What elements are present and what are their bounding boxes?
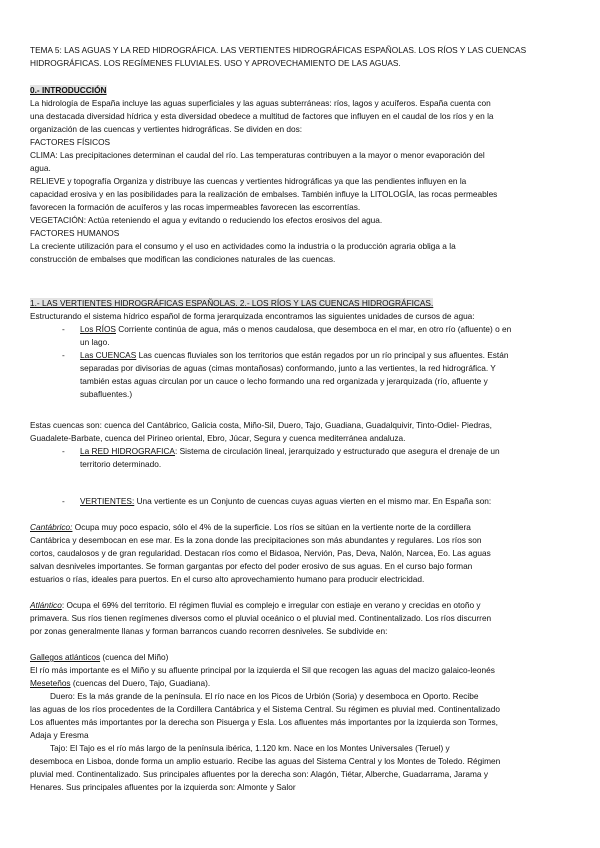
- duero-text: Duero: Es la más grande de la península. El río nace en los Picos de Urbión (Soria) y desemboca en Oporto. Recibe: [50, 691, 479, 701]
- tajo-text: Tajo: El Tajo es el río más largo de la península ibérica, 1.120 km. Nace en los Montes Universales (Teruel) y: [50, 743, 450, 753]
- intro-text: La hidrología de España incluye las aguas superficiales y las aguas subterráneas: ríos, lagos y acuíferos. España cuenta con: [30, 98, 491, 108]
- list-item-rios: - Los RÍOS Corriente continúa de agua, más o menos caudalosa, que desemboca en el mar, en otro río (afluente) o en un lago.: [62, 324, 512, 347]
- term-rios: Los RÍOS: [80, 324, 116, 334]
- title-line-2: HIDROGRÁFICAS. LOS REGÍMENES FLUVIALES. USO Y APROVECHAMIENTO DE LAS AGUAS.: [30, 58, 401, 68]
- humanos-text: construcción de embalses que modifican las condiciones naturales de las cuencas.: [30, 254, 336, 264]
- intro-text: una destacada diversidad hídrica y esta diversidad obedece a multitud de factores que influyen en el caudal de los ríos y en la: [30, 111, 494, 121]
- subheading-humanos: FACTORES HUMANOS: [30, 228, 120, 238]
- bullet-dash: -: [62, 350, 65, 360]
- cuencas-list-text: Guadalete-Barbate, cuenca del Pirineo oriental, Ebro, Júcar, Segura y cuenca mediterránea andaluza.: [30, 433, 406, 443]
- vegetacion-text: VEGETACIÓN: Actúa reteniendo el agua y evitando o reduciendo los efectos erosivos del agua.: [30, 215, 383, 225]
- term-mesetenos: Meseteños: [30, 678, 71, 688]
- list-item-cuencas: - Las CUENCAS Las cuencas fluviales son los territorios que están regados por un río principal y sus afluentes. Están separadas por divisorias de aguas (cimas montañosas) conformando, junto a las vertientes, la red hidrográfica. Y también estas aguas circulan por un cauce o lecho formando una red organizada y jerarquizada (río, afluente y subafluentes.): [62, 350, 509, 399]
- vertientes-detalle: Cantábrico: Ocupa muy poco espacio, sólo el 4% de la superficie. Los ríos se sitúan en la vertiente norte de la cordillera Cantábrica y desembocan en ese mar. Es la zona donde las precipitaciones son más abundantes y regulares. Los ríos son cortos, caudalosos y de gran regularidad. Destacan ríos como el Bidasoa, Nervión, Pas, Deva, Nalón, Narcea, Eo. Las aguas salvan desniveles importantes. Se forman gargantas por efecto del poder erosivo de sus aguas. En el curso bajo forman estuarios o rías, ideales para puertos. En el curso alto aprovechamiento humano para producir electricidad. Atlántico: Ocupa el 69% del territorio. El régimen fluvial es complejo e irregular con estiaje en verano y crecidas en otoño y primavera. Sus ríos tienen regímenes diversos como el pluvial oceánico o el pluvial med. Continentalizado. Los ríos discurren por zonas generalmente llanas y forman barrancos cuando recorren desniveles. Se subdivide en: Gallegos atlánticos (cuenca del Miño) El río más importante es el Miño y su afluente principal por la izquierda el Sil que recogen las aguas del macizo galaico-leonés Meseteños (cuencas del Duero, Tajo, Guadiana). Duero: Es la más grande de la península. El río nace en los Picos de Urbión (Soria) y desemboca en Oporto. Recibe las aguas de los ríos procedentes de la Cordillera Cantábrica y el Sistema Central. Su régimen es pluvial med. Continentalizado Los afluentes más importantes por la derecha son Pisuerga y Esla. Los afluentes más importantes por la izquierda son Tormes, Adaja y Eresma Tajo: El Tajo es el río más largo de la península ibérica, 1.120 km. Nace en los Montes Universales (Teruel) y desemboca en Lisboa, donde forma un amplio estuario. Recibe las aguas del Sistema Central y los Montes de Toledo. Régimen pluvial med. Continentalizado. Sus principales afluentes por la derecha son: Alagón, Tiétar, Alberche, Guadarrama, Jarama y Henares. Sus principales afluentes por la izquierda son: Almonte y Salor: [30, 521, 575, 794]
- term-gallegos: Gallegos atlánticos: [30, 652, 101, 662]
- list-item-red: - La RED HIDROGRAFICA: Sistema de circulación lineal, jerarquizado y estructurado que asegura el drenaje de un territorio determinado.: [62, 446, 500, 469]
- section-vertientes: [30, 297, 575, 401]
- relieve-text: RELIEVE y topografía Organiza y distribuye las cuencas y vertientes hidrográficas ya que las pendientes influyen en la: [30, 176, 467, 186]
- intro-text: organización de las cuencas y vertientes hidrográficas. Se dividen en dos:: [30, 124, 303, 134]
- term-cuencas: Las CUENCAS: [80, 350, 137, 360]
- title-line-1: TEMA 5: LAS AGUAS Y LA RED HIDROGRÁFICA. LAS VERTIENTES HIDROGRÁFICAS ESPAÑOLAS. LOS RÍOS Y LAS CUENCAS: [30, 45, 527, 55]
- clima-text: agua.: [30, 163, 51, 173]
- subheading-fisicos: FACTORES FÍSICOS: [30, 137, 111, 147]
- term-vertientes: VERTIENTES:: [80, 496, 135, 506]
- cuencas-list: [30, 419, 575, 471]
- title-block: [30, 44, 575, 70]
- vertientes-item: [30, 495, 575, 508]
- humanos-text: La creciente utilización para el consumo y el uso en actividades como la industria o la producción agraria obliga a la: [30, 241, 456, 251]
- intro-heading: 0.- INTRODUCCIÓN: [30, 85, 107, 95]
- section-intro: [30, 84, 575, 266]
- term-red: La RED HIDROGRAFICA: [80, 446, 175, 456]
- section-1-heading: 1.- LAS VERTIENTES HIDROGRÁFICAS ESPAÑOLAS. 2.- LOS RÍOS Y LAS CUENCAS HIDROGRÁFICAS.: [30, 298, 434, 308]
- term-cantabrico: Cantábrico:: [30, 522, 73, 532]
- bullet-dash: -: [62, 446, 65, 456]
- bullet-dash: -: [62, 496, 65, 506]
- cuencas-list-text: Estas cuencas son: cuenca del Cantábrico, Galicia costa, Miño-Sil, Duero, Tajo, Guadiana, Guadalquivir, Tinto-Odiel- Piedras,: [30, 420, 492, 430]
- clima-text: CLIMA: Las precipitaciones determinan el caudal del río. Las temperaturas contribuyen a la mayor o menor evaporación del: [30, 150, 485, 160]
- relieve-text: favorecen la formación de acuíferos y las rocas impermeables favorecen las escorrentías.: [30, 202, 361, 212]
- bullet-dash: -: [62, 324, 65, 334]
- relieve-text: capacidad erosiva y en las posibilidades para la realización de embalses. También influye la LITOLOGÍA, las rocas permeables: [30, 189, 498, 199]
- s1-intro: Estructurando el sistema hídrico español de forma jerarquizada encontramos las siguientes unidades de cursos de agua:: [30, 311, 475, 321]
- list-item-vertientes: - VERTIENTES: Una vertiente es un Conjunto de cuencas cuyas aguas vierten en el mismo mar. En España son:: [62, 496, 492, 506]
- term-atlantico: Atlántico: [30, 600, 62, 610]
